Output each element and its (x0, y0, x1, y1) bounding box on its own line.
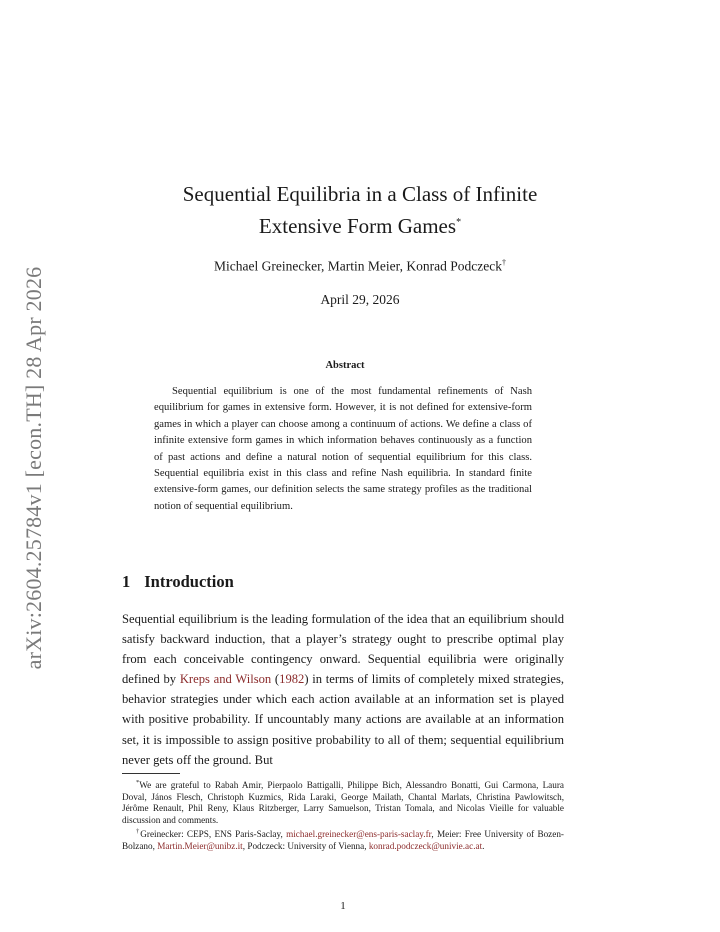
section-title: Introduction (144, 572, 234, 591)
section-number: 1 (122, 572, 131, 591)
footnote-2-part2: , Meier: Free University of Bozen-Bolzano, (122, 829, 564, 852)
paper-authors (0, 258, 720, 275)
title-footnote-mark[interactable]: * (456, 217, 462, 228)
abstract-text: Sequential equilibrium is one of the most fundamental refinements of Nash equilibrium for games in extensive form. However, it is not defined for extensive-form games in which a player can choose among a continuum of actions. We define a class of infinite extensive form games in which information behaves continuously as a function of past actions and define a natural notion of sequential equilibrium for this class. Sequential equilibria exist in this class and refine Nash equilibria. In standard finite extensive-form games, our definition selects the same strategy profiles as the traditional notion of sequential equilibrium. (154, 386, 532, 512)
citation-open-paren: ( (271, 672, 280, 687)
footnote-2-part4: . (482, 841, 485, 852)
arxiv-sidebar (22, 248, 46, 688)
footnote-affiliations (122, 826, 564, 852)
title-line-2 (0, 210, 720, 242)
footnote-1-mark: * (136, 779, 140, 786)
authors-footnote-mark[interactable]: † (501, 258, 506, 267)
paper-date: April 29, 2026 (320, 292, 400, 307)
citation-authors-link[interactable]: Kreps and Wilson (179, 672, 272, 687)
footnote-2-part3: , Podczeck: University of Vienna, (242, 841, 369, 852)
email-link-podczeck[interactable]: konrad.podczeck@univie.ac.at (368, 841, 483, 852)
arxiv-identifier: arXiv:2604.25784v1 [econ.TH] 28 Apr 2026 (21, 266, 46, 670)
footnote-divider (122, 773, 180, 774)
intro-text-part2: in terms of limits of completely mixed strategies, behavior strategies under which each action available at an information set is played with positive probability. If uncountably many actions are available at an information set, it is impossible to assign positive probability to all of them; sequential equilibrium never gets off the ground. But (122, 672, 564, 767)
intro-text-part1: Sequential equilibrium is the leading formulation of the idea that an equilibrium should satisfy backward induction, that a player’s strategy ought to prescribe optimal play from each conceivable contingency onward. Sequential equilibria were originally defined by (122, 612, 564, 687)
citation-year-link[interactable]: 1982 (279, 672, 305, 687)
footnote-acknowledgments (122, 777, 564, 826)
citation-close-paren: ) (304, 672, 309, 687)
authors-text: Michael Greinecker, Martin Meier, Konrad Podczeck (214, 258, 502, 274)
email-link-greinecker[interactable]: michael.greinecker@ens-paris-saclay.fr (286, 829, 432, 840)
email-link-meier[interactable]: Martin.Meier@unibz.it (157, 841, 243, 852)
footnotes (122, 777, 564, 853)
page-number: 1 (340, 900, 346, 912)
introduction-paragraph (122, 609, 564, 770)
footnote-1-text: We are grateful to Rabah Amir, Pierpaolo Battigalli, Philippe Bich, Alessandro Bonatti, Gui Carmona, Laura Doval, János Flesch, Christoph Kuzmics, Rida Laraki, George Mailath, Chantal Marlats, Christina Pawlowitsch, Jérôme Renault, Phil Reny, Klaus Ritzberger, Larry Samuelson, Tristan Tomala, and Nicolas Vieille for valuable discussion and comments. (122, 780, 564, 825)
footnote-2-part1: Greinecker: CEPS, ENS Paris-Saclay, (140, 829, 287, 840)
section-heading-introduction (122, 572, 234, 592)
title-line-1: Sequential Equilibria in a Class of Infinite (182, 182, 538, 206)
abstract-heading: Abstract (325, 360, 365, 371)
footnote-2-mark: † (136, 828, 141, 836)
title-line-2-text: Extensive Form Games (258, 214, 457, 238)
paper-title (0, 178, 720, 242)
